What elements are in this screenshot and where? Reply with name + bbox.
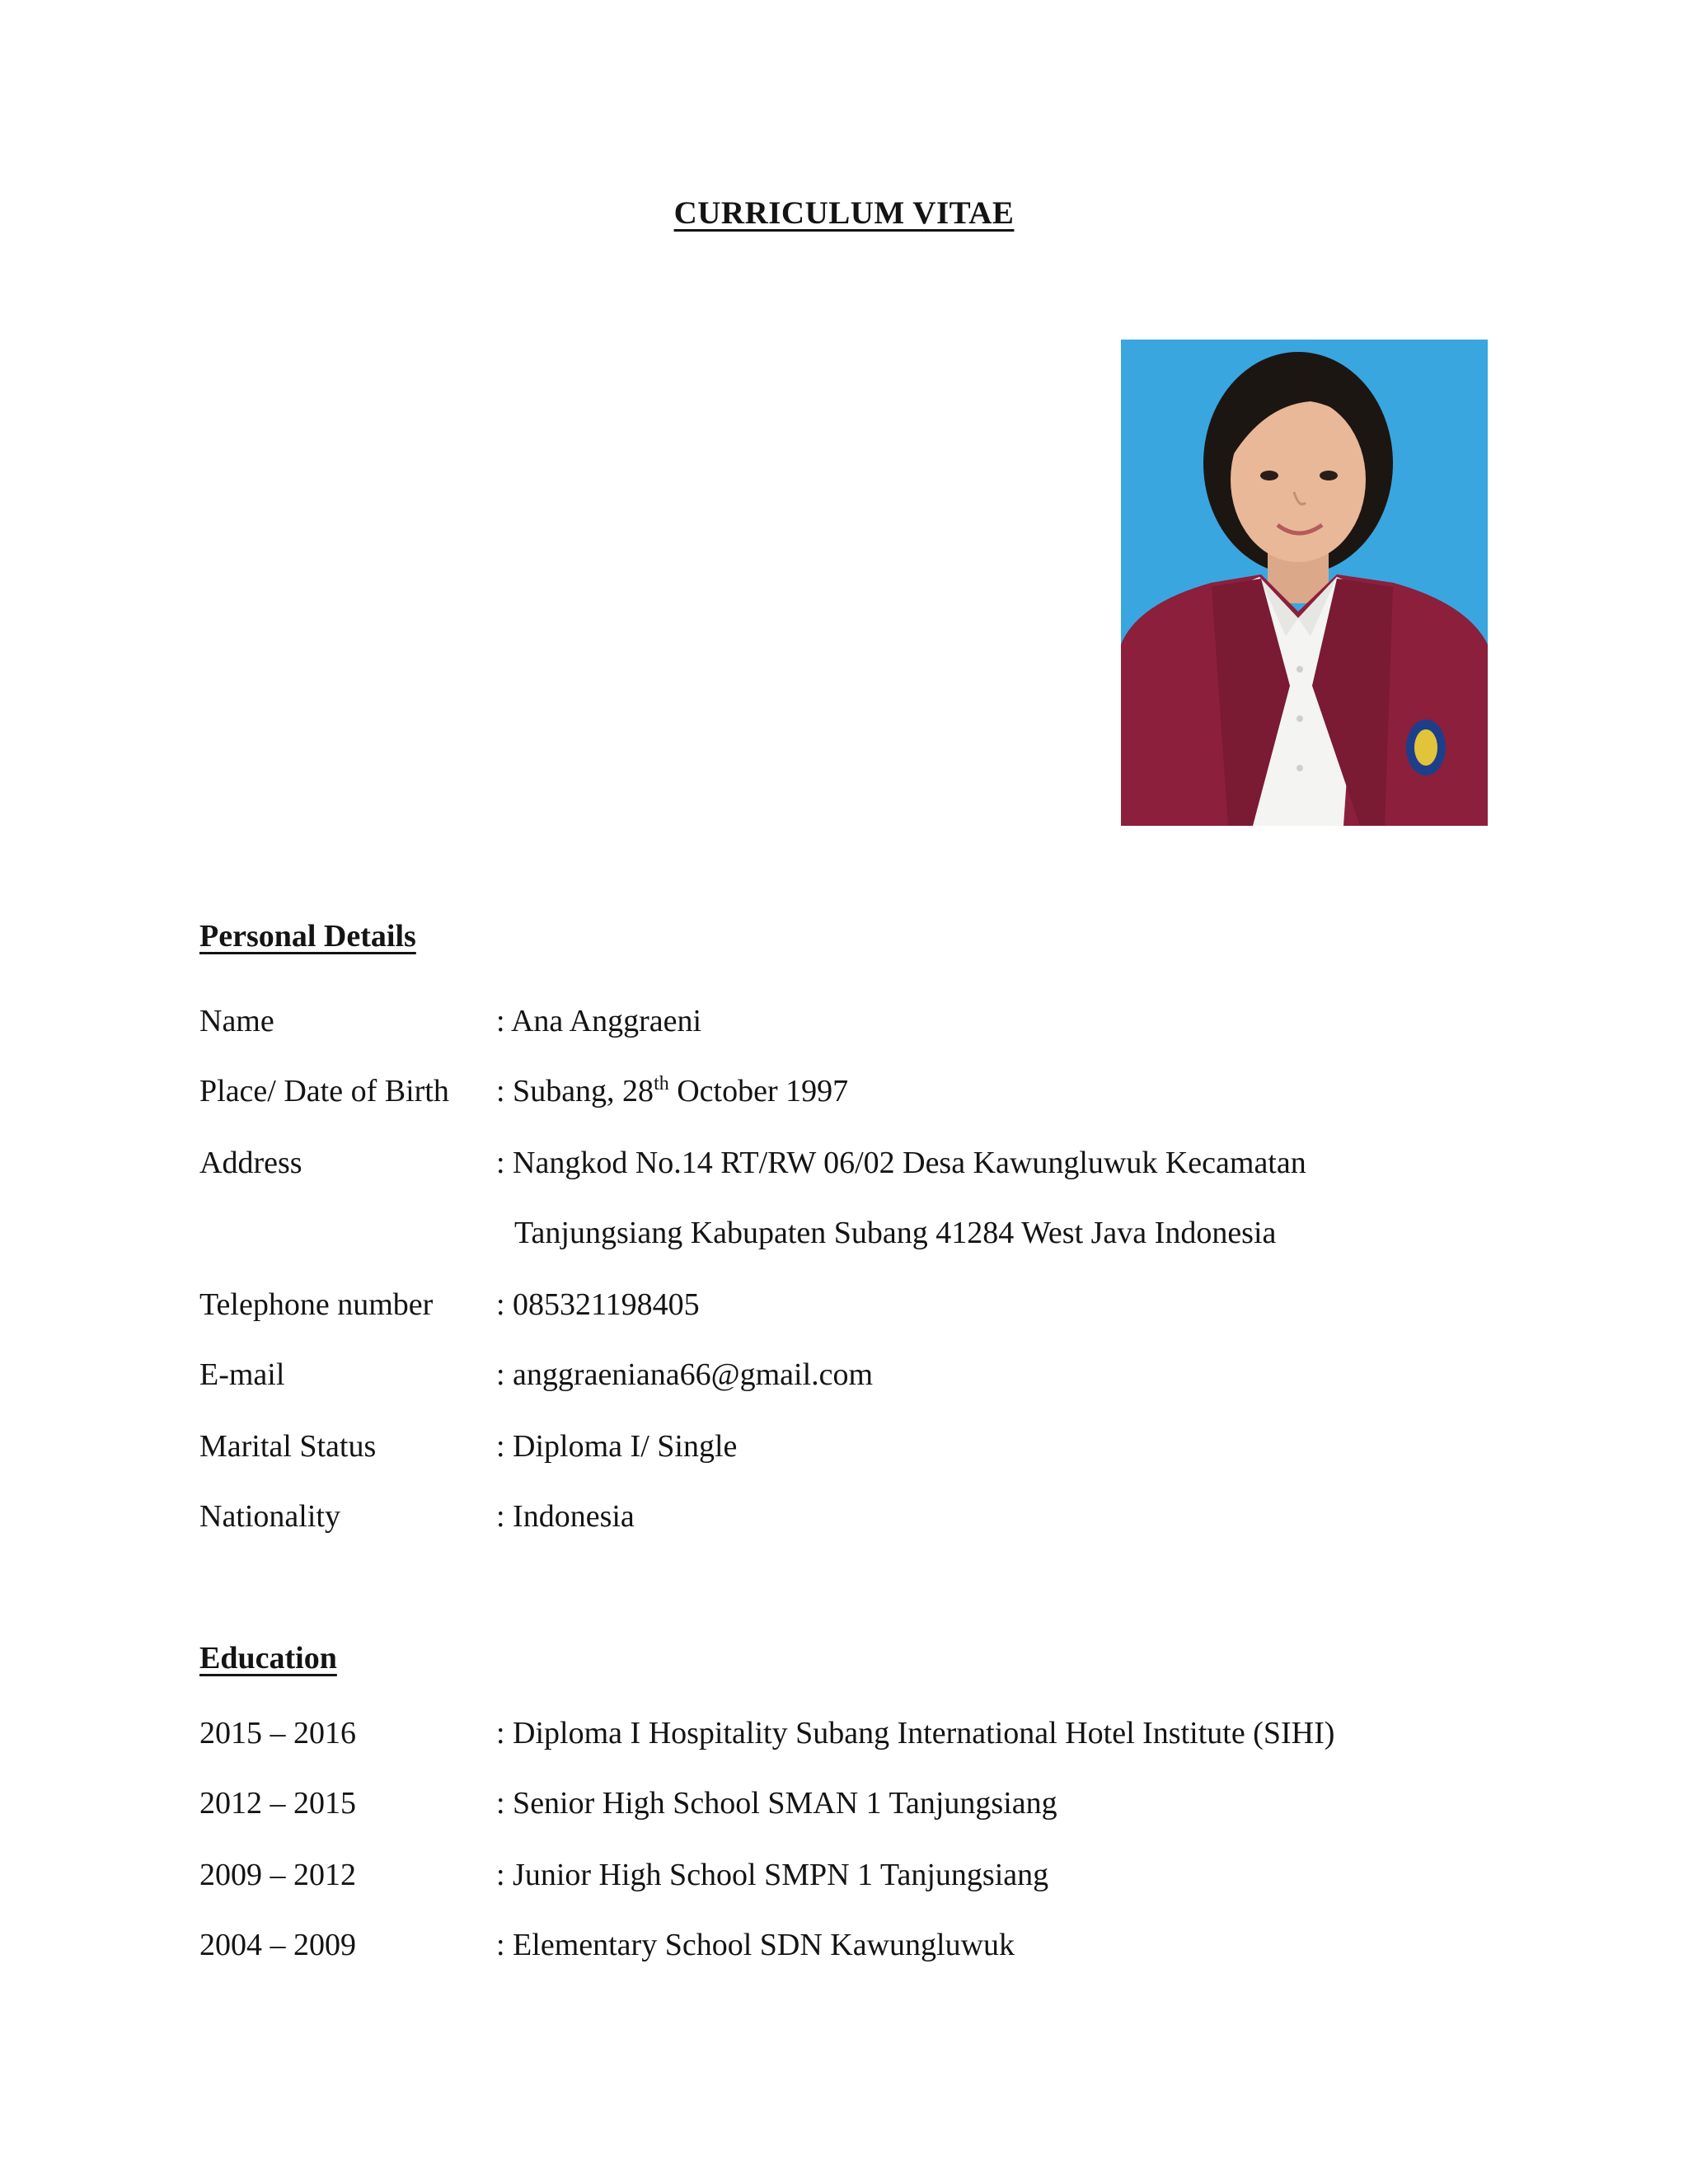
- education-years: 2009 – 2012: [199, 1858, 356, 1892]
- address-line-1: : Nangkod No.14 RT/RW 06/02 Desa Kawungluwuk Kecamatan: [496, 1146, 1306, 1180]
- telephone-label: Telephone number: [199, 1287, 434, 1322]
- education-school: : Junior High School SMPN 1 Tanjungsiang: [496, 1858, 1049, 1892]
- email-label: E-mail: [199, 1357, 285, 1392]
- education-years: 2012 – 2015: [199, 1786, 356, 1821]
- birth-label: Place/ Date of Birth: [199, 1074, 449, 1108]
- profile-photo: [1121, 340, 1488, 826]
- name-row: [199, 1001, 1559, 1042]
- education-row: [199, 1854, 1559, 1896]
- address-line-2: Tanjungsiang Kabupaten Subang 41284 West Java Indonesia: [514, 1216, 1277, 1250]
- marital-status-row: [199, 1426, 1559, 1467]
- address-row: [199, 1142, 1559, 1183]
- email-row: [199, 1354, 1559, 1395]
- education-row: [199, 1713, 1559, 1754]
- marital-status-label: Marital Status: [199, 1429, 377, 1464]
- personal-details-heading: Personal Details: [199, 919, 416, 954]
- education-row: [199, 1924, 1559, 1966]
- education-school: : Elementary School SDN Kawungluwuk: [496, 1928, 1015, 1962]
- education-years: 2015 – 2016: [199, 1716, 356, 1750]
- birth-row: [199, 1071, 1559, 1112]
- name-value: : Ana Anggraeni: [496, 1004, 702, 1038]
- telephone-value: : 085321198405: [496, 1287, 700, 1322]
- address-label: Address: [199, 1146, 302, 1180]
- birth-value-ordinal: th: [654, 1073, 669, 1094]
- nationality-row: [199, 1496, 1559, 1537]
- birth-value: [496, 1071, 848, 1112]
- document-title-text: CURRICULUM VITAE: [673, 195, 1015, 231]
- profile-photo-image: [1121, 340, 1488, 826]
- email-value: : anggraeniana66@gmail.com: [496, 1357, 874, 1392]
- telephone-row: [199, 1284, 1559, 1325]
- birth-value-place-day: : Subang, 28: [496, 1074, 654, 1108]
- document-title: [0, 194, 1688, 232]
- education-school: : Senior High School SMAN 1 Tanjungsiang: [496, 1786, 1057, 1821]
- birth-value-month-year: October 1997: [668, 1074, 849, 1108]
- marital-status-value: : Diploma I/ Single: [496, 1429, 738, 1464]
- education-years: 2004 – 2009: [199, 1928, 356, 1962]
- nationality-label: Nationality: [199, 1499, 340, 1534]
- education-school: : Diploma I Hospitality Subang International Hotel Institute (SIHI): [496, 1716, 1335, 1750]
- name-label: Name: [199, 1004, 274, 1038]
- education-heading: Education: [199, 1641, 337, 1675]
- education-row: [199, 1783, 1559, 1824]
- nationality-value: : Indonesia: [496, 1499, 635, 1534]
- address-continuation-row: [199, 1212, 1559, 1254]
